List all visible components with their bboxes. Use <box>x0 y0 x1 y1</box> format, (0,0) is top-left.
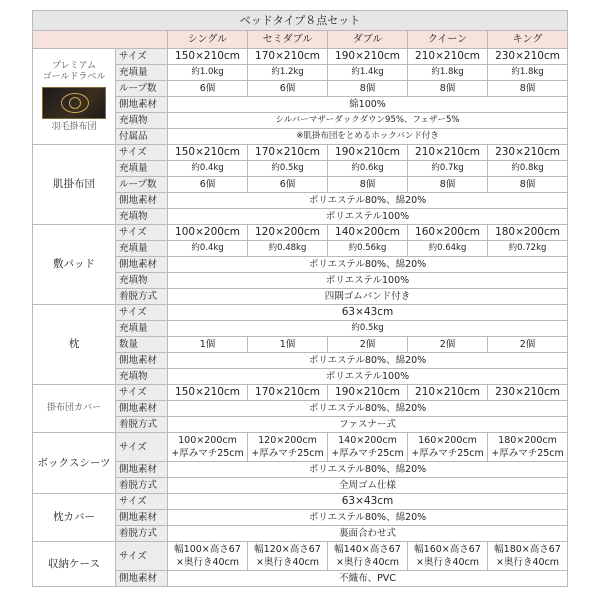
row-label: サイズ <box>116 49 168 65</box>
cell: 約1.0kg <box>168 65 248 81</box>
row-label: 充填量 <box>116 321 168 337</box>
cell: 6個 <box>248 81 328 97</box>
cell: 8個 <box>408 81 488 97</box>
cell: 約0.5kg <box>168 321 568 337</box>
futon-name-line3: 羽毛掛布団 <box>51 121 97 132</box>
cell: 8個 <box>328 177 408 193</box>
row-label: 充填量 <box>116 65 168 81</box>
cell: 8個 <box>408 177 488 193</box>
cell: 裏面合わせ式 <box>168 526 568 542</box>
cell: 四隅ゴムバンド付き <box>168 289 568 305</box>
cell <box>168 542 248 571</box>
cell-line: 180×200cm <box>498 435 557 446</box>
cell-line: 幅140×高さ67 <box>334 544 401 555</box>
cell <box>248 433 328 462</box>
row-label: 側地素材 <box>116 257 168 273</box>
row-label: 着脱方式 <box>116 289 168 305</box>
cell: 190×210cm <box>328 49 408 65</box>
futon-name-line1: プレミアム <box>51 60 96 71</box>
row-label: 着脱方式 <box>116 478 168 494</box>
table-row <box>33 225 568 241</box>
cell: 63×43cm <box>168 494 568 510</box>
cell: 210×210cm <box>408 145 488 161</box>
row-label: 側地素材 <box>116 571 168 587</box>
col-king: キング <box>488 31 568 49</box>
cell: 230×210cm <box>488 49 568 65</box>
cell: ポリエステル80%、綿20% <box>168 510 568 526</box>
cell-line: ×奥行き40cm <box>175 557 240 568</box>
row-label: サイズ <box>116 385 168 401</box>
cell: ポリエステル80%、綿20% <box>168 462 568 478</box>
section-hada: 肌掛布団 <box>33 145 116 225</box>
cell: 綿100% <box>168 97 568 113</box>
cell: 約0.4kg <box>168 241 248 257</box>
cell: 約1.8kg <box>488 65 568 81</box>
cell: 190×210cm <box>328 385 408 401</box>
col-double: ダブル <box>328 31 408 49</box>
cell: 180×200cm <box>488 225 568 241</box>
col-semidouble: セミダブル <box>248 31 328 49</box>
cell-line: 幅160×高さ67 <box>414 544 481 555</box>
cell: ポリエステル100% <box>168 369 568 385</box>
cell-line: 幅100×高さ67 <box>174 544 241 555</box>
cell: 約0.72kg <box>488 241 568 257</box>
cell: 2個 <box>488 337 568 353</box>
cell-line: 幅120×高さ67 <box>254 544 321 555</box>
section-futon <box>33 49 116 145</box>
logo-emblem-icon <box>61 93 89 113</box>
cell: ポリエステル80%、綿20% <box>168 401 568 417</box>
cell: 120×200cm <box>248 225 328 241</box>
row-label: 充填物 <box>116 369 168 385</box>
cell: 2個 <box>328 337 408 353</box>
cell-line: +厚みマチ25cm <box>331 448 404 459</box>
row-label: サイズ <box>116 305 168 321</box>
cell: ※肌掛布団をとめるホックバンド付き <box>168 129 568 145</box>
cell-line: +厚みマチ25cm <box>411 448 484 459</box>
cell: 230×210cm <box>488 145 568 161</box>
cell: 150×210cm <box>168 145 248 161</box>
section-pad: 敷パッド <box>33 225 116 305</box>
cell: 8個 <box>488 177 568 193</box>
cell: 190×210cm <box>328 145 408 161</box>
table-row <box>33 433 568 462</box>
cell: 約0.8kg <box>488 161 568 177</box>
row-label: サイズ <box>116 145 168 161</box>
row-label: 充填物 <box>116 209 168 225</box>
cell: 150×210cm <box>168 385 248 401</box>
table-row <box>33 542 568 571</box>
cell: 1個 <box>248 337 328 353</box>
table-row <box>33 494 568 510</box>
cell-line: +厚みマチ25cm <box>251 448 324 459</box>
cell-line: 幅180×高さ67 <box>494 544 561 555</box>
cell: 約1.2kg <box>248 65 328 81</box>
cell: 約0.4kg <box>168 161 248 177</box>
cell-line: ×奥行き40cm <box>335 557 400 568</box>
section-cover: 掛布団カバー <box>33 385 116 433</box>
cell: 約0.64kg <box>408 241 488 257</box>
cell: 約0.56kg <box>328 241 408 257</box>
row-label: サイズ <box>116 225 168 241</box>
table-title: ベッドタイプ８点セット <box>33 11 568 31</box>
cell-line: ×奥行き40cm <box>496 557 560 568</box>
col-queen: クイーン <box>408 31 488 49</box>
cell: 8個 <box>488 81 568 97</box>
cell-line: 140×200cm <box>338 435 397 446</box>
cell: 63×43cm <box>168 305 568 321</box>
cell: 6個 <box>248 177 328 193</box>
cell: 約1.8kg <box>408 65 488 81</box>
row-label: サイズ <box>116 494 168 510</box>
row-label: 着脱方式 <box>116 526 168 542</box>
row-label: サイズ <box>116 542 168 571</box>
cell: 160×200cm <box>408 225 488 241</box>
cell-line: ×奥行き40cm <box>255 557 320 568</box>
row-label: 側地素材 <box>116 510 168 526</box>
cell: 1個 <box>168 337 248 353</box>
header-row <box>33 31 568 49</box>
cell: 約0.5kg <box>248 161 328 177</box>
table-row <box>33 49 568 65</box>
cell <box>328 433 408 462</box>
cell-line: +厚みマチ25cm <box>171 448 244 459</box>
row-label: 充填物 <box>116 113 168 129</box>
cell: ポリエステル80%、綿20% <box>168 193 568 209</box>
table-row <box>33 145 568 161</box>
table-row <box>33 305 568 321</box>
row-label: 付属品 <box>116 129 168 145</box>
cell: 約0.6kg <box>328 161 408 177</box>
cell: 230×210cm <box>488 385 568 401</box>
row-label: 充填物 <box>116 273 168 289</box>
cell-line: +厚みマチ25cm <box>491 448 564 459</box>
row-label: 充填量 <box>116 241 168 257</box>
cell: 2個 <box>408 337 488 353</box>
cell: シルバーマザーダックダウン95%、フェザー5% <box>168 113 568 129</box>
row-label: ループ数 <box>116 81 168 97</box>
cell: 140×200cm <box>328 225 408 241</box>
cell: 約0.48kg <box>248 241 328 257</box>
row-label: 数量 <box>116 337 168 353</box>
header-blank <box>33 31 168 49</box>
cell <box>488 433 568 462</box>
section-boxsheet: ボックスシーツ <box>33 433 116 494</box>
cell <box>328 542 408 571</box>
cell: 6個 <box>168 81 248 97</box>
cell: 170×210cm <box>248 145 328 161</box>
cell: 210×210cm <box>408 49 488 65</box>
cell: 不織布、PVC <box>168 571 568 587</box>
cell: ポリエステル100% <box>168 209 568 225</box>
cell-line: 100×200cm <box>178 435 237 446</box>
cell: 210×210cm <box>408 385 488 401</box>
cell: 6個 <box>168 177 248 193</box>
row-label: 側地素材 <box>116 97 168 113</box>
spec-table <box>32 10 568 587</box>
row-label: 着脱方式 <box>116 417 168 433</box>
section-case: 収納ケース <box>33 542 116 587</box>
cell-line: 160×200cm <box>418 435 477 446</box>
product-logo <box>42 87 106 119</box>
cell <box>408 542 488 571</box>
section-pillowcover: 枕カバー <box>33 494 116 542</box>
cell: 170×210cm <box>248 385 328 401</box>
cell: ポリエステル80%、綿20% <box>168 353 568 369</box>
cell: 170×210cm <box>248 49 328 65</box>
row-label: サイズ <box>116 433 168 462</box>
cell: 約1.4kg <box>328 65 408 81</box>
cell <box>488 542 568 571</box>
cell: 8個 <box>328 81 408 97</box>
col-single: シングル <box>168 31 248 49</box>
title-row <box>33 11 568 31</box>
cell <box>408 433 488 462</box>
cell: ポリエステル80%、綿20% <box>168 257 568 273</box>
spec-table-container <box>32 10 567 587</box>
cell: 150×210cm <box>168 49 248 65</box>
section-pillow: 枕 <box>33 305 116 385</box>
cell: 約0.7kg <box>408 161 488 177</box>
cell <box>168 433 248 462</box>
table-row <box>33 385 568 401</box>
futon-name-line2: ゴールドラベル <box>42 71 106 82</box>
row-label: 側地素材 <box>116 401 168 417</box>
cell: ファスナー式 <box>168 417 568 433</box>
row-label: 側地素材 <box>116 353 168 369</box>
cell <box>248 542 328 571</box>
cell: 100×200cm <box>168 225 248 241</box>
cell-line: 120×200cm <box>258 435 317 446</box>
cell-line: ×奥行き40cm <box>415 557 480 568</box>
row-label: 充填量 <box>116 161 168 177</box>
cell: ポリエステル100% <box>168 273 568 289</box>
row-label: ループ数 <box>116 177 168 193</box>
cell: 全周ゴム仕様 <box>168 478 568 494</box>
row-label: 側地素材 <box>116 462 168 478</box>
row-label: 側地素材 <box>116 193 168 209</box>
